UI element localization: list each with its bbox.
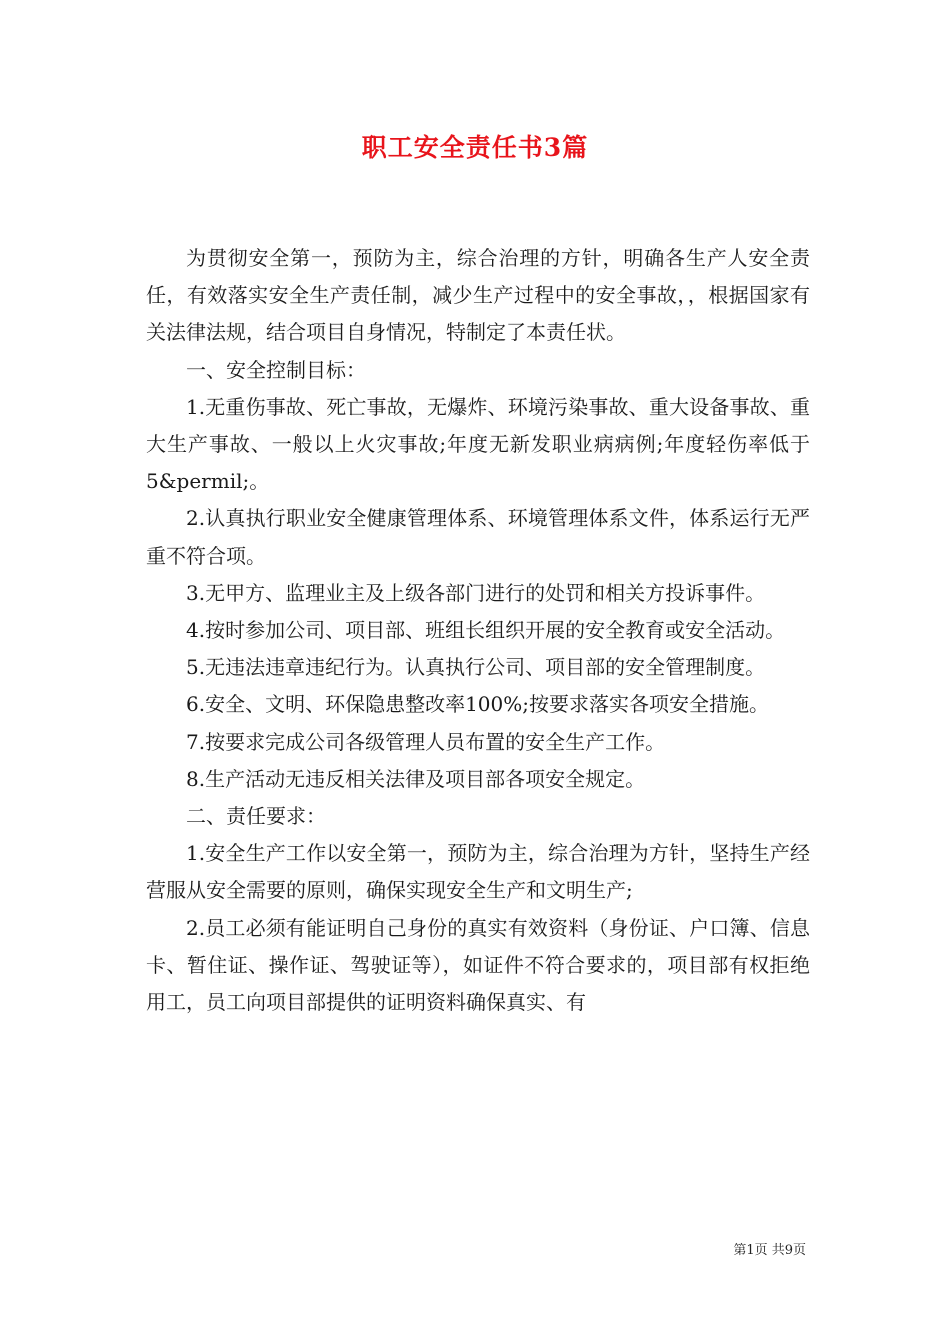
section-heading: 二、责任要求：	[186, 804, 326, 829]
page-number: 第1页 共9页	[733, 1243, 806, 1258]
paragraph: 1.安全生产工作以安全第一，预防为主，综合治理为方针，坚持生产经营服从安全需要的原则，确保实现安全生产和文明生产;	[146, 841, 810, 903]
paragraph: 6.安全、文明、环保隐患整改率100%;按要求落实各项安全措施。	[186, 692, 769, 717]
document-body	[146, 240, 810, 1021]
paragraph: 7.按要求完成公司各级管理人员布置的安全生产工作。	[186, 729, 666, 754]
paragraph: 1.无重伤事故、死亡事故，无爆炸、环境污染事故、重大设备事故、重大生产事故、一般以上火灾事故;年度无新发职业病病例;年度轻伤率低于5&permil;。	[146, 394, 810, 494]
document-title: 职工安全责任书3篇	[361, 133, 589, 162]
paragraph: 为贯彻安全第一，预防为主，综合治理的方针，明确各生产人安全责任，有效落实安全生产责任制，减少生产过程中的安全事故，，根据国家有关法律法规，结合项目自身情况，特制定了本责任状。	[146, 246, 810, 345]
paragraph: 2.认真执行职业安全健康管理体系、环境管理体系文件，体系运行无严重不符合项。	[146, 506, 810, 568]
paragraph: 8.生产活动无违反相关法律及项目部各项安全规定。	[186, 766, 646, 791]
paragraph: 4.按时参加公司、项目部、班组长组织开展的安全教育或安全活动。	[186, 618, 786, 643]
section-heading: 一、安全控制目标：	[186, 357, 366, 382]
paragraph: 2.员工必须有能证明自己身份的真实有效资料（身份证、户口簿、信息卡、暂住证、操作证、驾驶证等），如证件不符合要求的，项目部有权拒绝用工，员工向项目部提供的证明资料确保真实、有	[146, 915, 810, 1015]
paragraph: 5.无违法违章违纪行为。认真执行公司、项目部的安全管理制度。	[186, 655, 766, 680]
paragraph: 3.无甲方、监理业主及上级各部门进行的处罚和相关方投诉事件。	[186, 580, 766, 605]
